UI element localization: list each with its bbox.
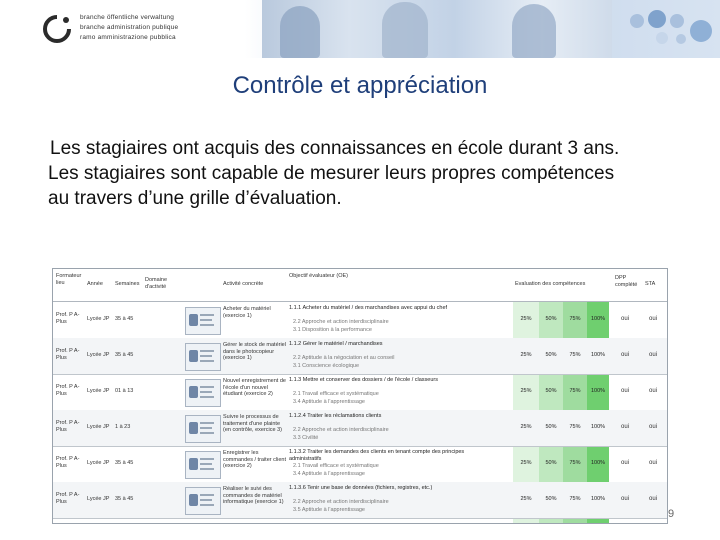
cell-percentage: 75%	[569, 460, 581, 466]
cell-objectif: 1.1.2.4 Traiter les réclamations clients	[289, 413, 382, 419]
cell-percentage: 50%	[545, 316, 557, 322]
cell-lieu: Prof. P A-Plus	[56, 348, 80, 361]
header-photo	[262, 0, 612, 58]
cell-sta: oui	[649, 352, 658, 358]
cell-percentage: 25%	[520, 496, 532, 502]
table-row	[53, 482, 667, 519]
cell-objectif: 1.1.3 Mettre et conserver des dossiers / de l'école / classeurs	[289, 377, 439, 383]
cell-percentage: 25%	[520, 388, 532, 394]
cell-annee: Lycée JP	[87, 424, 110, 430]
cell-annee: Lycée JP	[87, 460, 110, 466]
cell-competence-2: 3.3 Civilité	[293, 435, 319, 441]
cell-percentage: 100%	[590, 460, 606, 466]
header-sta: STA	[645, 281, 656, 287]
cell-percentage: 25%	[520, 352, 532, 358]
header-dpp: DPP complété	[615, 275, 638, 288]
decorative-dots-icon	[620, 8, 720, 52]
cell-competence-2: 3.1 Disposition à la performance	[293, 327, 372, 333]
cell-activite: Nouvel enregistrement de l'école d'un nouvel étudiant (exercice 2)	[223, 378, 286, 397]
cell-activite: Enregistrer les commandes / traiter client (exercice 2)	[223, 450, 286, 469]
cell-percentage: 100%	[590, 388, 606, 394]
org-line-fr: branche administration publique	[80, 24, 179, 31]
cell-sta: oui	[649, 388, 658, 394]
cell-competence-2: 3.4 Aptitude à l'apprentissage	[293, 399, 365, 405]
document-thumbnail-icon	[185, 415, 221, 443]
cell-percentage: 50%	[545, 388, 557, 394]
cell-percentage: 25%	[520, 316, 532, 322]
cell-annee: Lycée JP	[87, 316, 110, 322]
cell-lieu: Prof. P A-Plus	[56, 492, 80, 505]
cell-percentage: 75%	[569, 424, 581, 430]
cell-competence-2: 3.1 Conscience écologique	[293, 363, 360, 369]
cell-sta: oui	[649, 424, 658, 430]
document-thumbnail-icon	[185, 487, 221, 515]
table-row	[53, 410, 667, 447]
paragraph-1: Les stagiaires ont acquis des connaissances en école durant 3 ans.	[50, 138, 620, 159]
cell-percentage: 75%	[569, 316, 581, 322]
cell-competence-1: 2.1 Travail efficace et systématique	[293, 391, 379, 397]
cell-percentage: 50%	[545, 424, 557, 430]
evaluation-grid-table	[52, 268, 668, 524]
cell-dpp: oui	[621, 496, 630, 502]
document-thumbnail-icon	[185, 451, 221, 479]
cell-competence-2: 3.5 Aptitude à l'apprentissage	[293, 507, 365, 513]
cell-sta: oui	[649, 496, 658, 502]
cell-semaines: 35 à 45	[115, 352, 134, 358]
cell-percentage: 25%	[520, 460, 532, 466]
cell-activite: Acheter du matériel (exercice 1)	[223, 306, 271, 319]
cell-dpp: oui	[621, 316, 630, 322]
cell-annee: Lycée JP	[87, 352, 110, 358]
cell-percentage: 50%	[545, 352, 557, 358]
cell-dpp: oui	[621, 388, 630, 394]
cell-semaines: 35 à 45	[115, 460, 134, 466]
cell-semaines: 35 à 45	[115, 496, 134, 502]
cell-lieu: Prof. P A-Plus	[56, 312, 80, 325]
org-line-it: ramo amministrazione pubblica	[80, 34, 176, 41]
cell-competence-2: 3.4 Aptitude à l'apprentissage	[293, 471, 365, 477]
header-annee: Année	[87, 281, 103, 287]
table-row	[53, 302, 667, 339]
header-activite: Activité concrète	[223, 281, 264, 287]
cell-objectif: 1.1.3.2 Traiter les demandes des clients en tenant compte des principes administratifs	[289, 449, 465, 462]
paragraph-3: au travers d’une grille d’évaluation.	[48, 188, 342, 209]
table-row	[53, 446, 667, 483]
cell-semaines: 1 à 23	[115, 424, 131, 430]
cell-objectif: 1.1.2 Gérer le matériel / marchandises	[289, 341, 383, 347]
cell-percentage: 75%	[569, 352, 581, 358]
cell-activite: Réaliser le suivi des commandes de matériel informatique (exercice 1)	[223, 486, 284, 505]
cell-competence-1: 2.2 Approche et action interdisciplinaire	[293, 319, 389, 325]
cell-competence-1: 2.2 Aptitude à la négociation et au conseil	[293, 355, 395, 361]
cell-dpp: oui	[621, 352, 630, 358]
cell-sta: oui	[649, 460, 658, 466]
cell-percentage: 50%	[545, 496, 557, 502]
slide-body	[48, 136, 718, 211]
document-thumbnail-icon	[185, 307, 221, 335]
header-objectif: Objectif évaluateur (OE)	[289, 273, 348, 279]
cell-semaines: 35 à 45	[115, 316, 134, 322]
cell-percentage: 100%	[590, 424, 606, 430]
cell-activite: Suivre le processus de traitement d'une plainte (en contrôle, exercice 3)	[223, 414, 282, 433]
cell-annee: Lycée JP	[87, 388, 110, 394]
cell-lieu: Prof. P A-Plus	[56, 384, 80, 397]
document-thumbnail-icon	[185, 379, 221, 407]
table-row	[53, 374, 667, 411]
cell-sta: oui	[649, 316, 658, 322]
cell-objectif: 1.1.3.6 Tenir une base de données (fichiers, registres, etc.)	[289, 485, 433, 491]
cell-percentage: 100%	[590, 316, 606, 322]
cell-competence-1: 2.2 Approche et action interdisciplinaire	[293, 427, 389, 433]
header-formateur: Formateur lieu	[56, 273, 82, 286]
cell-percentage: 100%	[590, 496, 606, 502]
cell-percentage: 75%	[569, 496, 581, 502]
org-line-de: branche öffentliche verwaltung	[80, 14, 175, 21]
header-domaine: Domaine d'activité	[145, 277, 168, 290]
paragraph-2: Les stagiaires sont capable de mesurer leurs propres compétences	[48, 163, 615, 184]
cell-objectif: 1.1.1 Acheter du matériel / des marchandises avec appui du chef	[289, 305, 448, 311]
organization-name	[80, 13, 178, 43]
table-header	[53, 269, 667, 302]
slide-title: Contrôle et appréciation	[232, 72, 488, 99]
header-banner	[0, 0, 720, 58]
cell-dpp: oui	[621, 460, 630, 466]
table-row	[53, 338, 667, 375]
cell-percentage: 50%	[545, 460, 557, 466]
cell-dpp: oui	[621, 424, 630, 430]
cell-annee: Lycée JP	[87, 496, 110, 502]
header-evaluation: Evaluation des compétences	[515, 281, 586, 287]
cell-lieu: Prof. P A-Plus	[56, 456, 80, 469]
cell-competence-1: 2.2 Approche et action interdisciplinaire	[293, 499, 389, 505]
cell-activite: Gérer le stock de matériel dans le photocopieur (exercice 1)	[223, 342, 286, 361]
cell-lieu: Prof. P A-Plus	[56, 420, 80, 433]
cell-percentage: 25%	[520, 424, 532, 430]
cell-percentage: 75%	[569, 388, 581, 394]
cell-semaines: 01 à 13	[115, 388, 134, 394]
cell-percentage: 100%	[590, 352, 606, 358]
cell-competence-1: 2.1 Travail efficace et systématique	[293, 463, 379, 469]
document-thumbnail-icon	[185, 343, 221, 371]
organization-logo-icon	[42, 14, 72, 44]
page-number: 9	[668, 508, 675, 520]
header-semaines: Semaines	[115, 281, 140, 287]
